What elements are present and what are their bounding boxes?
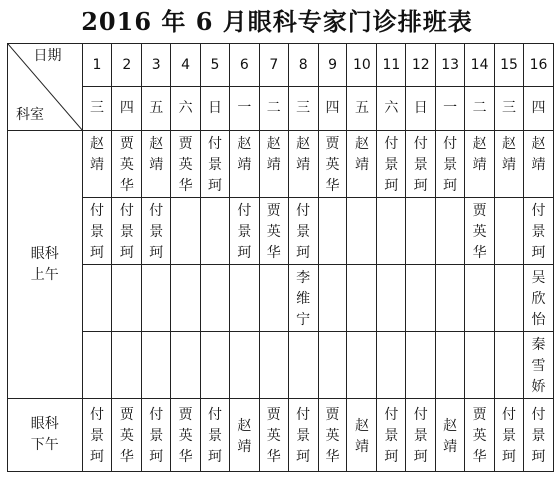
schedule-cell — [82, 332, 112, 399]
schedule-cell — [436, 399, 465, 472]
schedule-cell — [377, 198, 406, 265]
schedule-cell — [406, 198, 436, 265]
name-text: 付 景 珂 — [413, 136, 428, 194]
schedule-cell — [377, 131, 406, 198]
schedule-cell — [495, 131, 524, 198]
schedule-cell — [112, 265, 142, 332]
name-text: 付 景 珂 — [443, 136, 458, 194]
schedule-cell — [229, 332, 259, 399]
name-text: 秦 雪 娇 — [531, 337, 546, 395]
name-text: 赵 靖 — [266, 136, 281, 173]
schedule-cell — [112, 198, 142, 265]
schedule-cell — [229, 131, 259, 198]
name-text: 贾 英 华 — [119, 136, 134, 194]
dept-label-line: 上午 — [30, 266, 59, 283]
name-text: 赵 靖 — [237, 136, 252, 173]
weekday-cell: 四 — [523, 87, 553, 131]
schedule-cell — [465, 399, 495, 472]
schedule-cell — [377, 332, 406, 399]
weekday-cell: 一 — [436, 87, 465, 131]
name-text: 付 景 珂 — [384, 407, 399, 465]
schedule-cell — [318, 332, 347, 399]
name-text: 贾 英 华 — [472, 407, 487, 465]
schedule-cell — [112, 131, 142, 198]
schedule-cell — [495, 265, 524, 332]
schedule-cell — [229, 265, 259, 332]
am-row — [8, 265, 554, 332]
name-text: 李 维 宁 — [296, 270, 311, 328]
weekday-cell: 六 — [171, 87, 201, 131]
schedule-cell — [259, 399, 288, 472]
weekday-cell: 二 — [259, 87, 288, 131]
schedule-cell — [288, 399, 318, 472]
weekday-cell: 六 — [377, 87, 406, 131]
day-number-cell: 2 — [112, 44, 142, 87]
day-number-cell: 1 — [82, 44, 112, 87]
schedule-cell — [82, 131, 112, 198]
schedule-cell — [171, 131, 201, 198]
schedule-cell — [377, 265, 406, 332]
schedule-cell — [288, 198, 318, 265]
pm-row — [8, 399, 554, 472]
schedule-cell — [318, 399, 347, 472]
name-text: 贾 英 华 — [266, 407, 281, 465]
name-text: 付 景 珂 — [89, 407, 104, 465]
name-text: 付 景 珂 — [531, 407, 546, 465]
day-number-cell: 12 — [406, 44, 436, 87]
schedule-cell — [259, 265, 288, 332]
name-text: 贾 英 华 — [178, 407, 193, 465]
schedule-cell — [318, 198, 347, 265]
schedule-cell — [201, 131, 230, 198]
schedule-cell — [142, 265, 171, 332]
name-text: 赵 靖 — [443, 417, 458, 455]
schedule-cell — [347, 332, 377, 399]
schedule-cell — [318, 265, 347, 332]
name-text: 赵 靖 — [237, 417, 252, 455]
schedule-cell — [465, 332, 495, 399]
schedule-cell — [347, 399, 377, 472]
schedule-cell — [406, 131, 436, 198]
weekday-cell: 一 — [229, 87, 259, 131]
name-text: 赵 靖 — [531, 136, 546, 173]
schedule-cell — [82, 198, 112, 265]
day-number-cell: 10 — [347, 44, 377, 87]
dept-label-line: 眼科 — [30, 245, 59, 262]
name-text: 付 景 珂 — [296, 203, 311, 261]
day-number-cell: 16 — [523, 44, 553, 87]
schedule-cell — [523, 332, 553, 399]
schedule-cell — [436, 332, 465, 399]
schedule-cell — [201, 399, 230, 472]
schedule-cell — [436, 198, 465, 265]
schedule-cell — [465, 198, 495, 265]
schedule-cell — [259, 332, 288, 399]
schedule-cell — [171, 265, 201, 332]
day-number-cell: 7 — [259, 44, 288, 87]
name-text: 付 景 珂 — [208, 407, 222, 465]
weekday-cell: 五 — [347, 87, 377, 131]
dept-label-pm — [8, 399, 83, 472]
weekday-cell: 三 — [288, 87, 318, 131]
weekday-cell: 三 — [495, 87, 524, 131]
weekday-cell: 日 — [201, 87, 230, 131]
schedule-cell — [465, 131, 495, 198]
schedule-cell — [201, 198, 230, 265]
schedule-cell — [288, 265, 318, 332]
name-text: 付 景 珂 — [208, 136, 222, 194]
name-text: 赵 靖 — [149, 136, 164, 173]
schedule-cell — [171, 399, 201, 472]
name-text: 贾 英 华 — [119, 407, 134, 465]
dept-label-am — [8, 131, 83, 399]
schedule-cell — [377, 399, 406, 472]
am-row — [8, 198, 554, 265]
day-number-cell: 4 — [171, 44, 201, 87]
day-number-cell: 3 — [142, 44, 171, 87]
date-header-label: 日期 — [33, 48, 62, 64]
schedule-cell — [523, 198, 553, 265]
schedule-cell — [523, 399, 553, 472]
name-text: 赵 靖 — [354, 136, 369, 173]
name-text: 付 景 珂 — [89, 203, 104, 261]
day-number-cell: 8 — [288, 44, 318, 87]
dept-label-line: 下午 — [30, 437, 59, 453]
name-text: 付 景 珂 — [384, 136, 399, 194]
schedule-cell — [201, 332, 230, 399]
name-text: 赵 靖 — [354, 417, 369, 455]
schedule-cell — [229, 198, 259, 265]
schedule-cell — [259, 198, 288, 265]
day-number-cell: 11 — [377, 44, 406, 87]
schedule-cell — [523, 265, 553, 332]
name-text: 付 景 珂 — [237, 203, 252, 261]
name-text: 赵 靖 — [472, 136, 487, 173]
name-text: 贾 英 华 — [178, 136, 193, 194]
name-text: 贾 英 华 — [472, 203, 487, 261]
day-number-cell: 13 — [436, 44, 465, 87]
dept-header-label: 科室 — [16, 107, 44, 123]
schedule-cell — [347, 265, 377, 332]
schedule-cell — [436, 131, 465, 198]
weekday-row — [8, 87, 554, 131]
schedule-cell — [142, 332, 171, 399]
schedule-cell — [495, 332, 524, 399]
schedule-cell — [112, 399, 142, 472]
weekday-cell: 二 — [465, 87, 495, 131]
weekday-cell: 四 — [318, 87, 347, 131]
weekday-cell: 五 — [142, 87, 171, 131]
name-text: 贾 英 华 — [266, 203, 281, 261]
name-text: 赵 靖 — [502, 136, 516, 173]
page-title: 2016 年 6 月眼科专家门诊排班表 — [81, 7, 473, 36]
name-text: 贾 英 华 — [325, 407, 340, 465]
name-text: 赵 靖 — [89, 136, 104, 173]
schedule-cell — [112, 332, 142, 399]
schedule-cell — [406, 332, 436, 399]
name-text: 付 景 珂 — [531, 203, 546, 261]
schedule-cell — [288, 332, 318, 399]
name-text: 付 景 珂 — [296, 407, 311, 465]
schedule-cell — [347, 198, 377, 265]
schedule-cell — [406, 399, 436, 472]
schedule-cell — [495, 399, 524, 472]
schedule-cell — [465, 265, 495, 332]
schedule-cell — [142, 131, 171, 198]
weekday-cell: 三 — [82, 87, 112, 131]
dept-label-line: 眼科 — [30, 416, 59, 432]
schedule-cell — [259, 131, 288, 198]
schedule-cell — [201, 265, 230, 332]
name-text: 贾 英 华 — [325, 136, 340, 194]
am-row — [8, 332, 554, 399]
schedule-cell — [171, 332, 201, 399]
header-corner — [8, 44, 83, 131]
name-text: 付 景 珂 — [149, 203, 164, 261]
schedule-cell — [436, 265, 465, 332]
am-row — [8, 131, 554, 198]
schedule-cell — [142, 399, 171, 472]
weekday-cell: 四 — [112, 87, 142, 131]
schedule-cell — [288, 131, 318, 198]
schedule-table — [7, 43, 554, 472]
name-text: 付 景 珂 — [149, 407, 164, 465]
schedule-cell — [523, 131, 553, 198]
name-text: 付 景 珂 — [502, 407, 516, 465]
schedule-cell — [495, 198, 524, 265]
name-text: 付 景 珂 — [119, 203, 134, 261]
schedule-body — [8, 44, 554, 472]
name-text: 付 景 珂 — [413, 407, 428, 465]
schedule-cell — [229, 399, 259, 472]
day-number-cell: 9 — [318, 44, 347, 87]
schedule-cell — [406, 265, 436, 332]
weekday-cell: 日 — [406, 87, 436, 131]
schedule-cell — [347, 131, 377, 198]
schedule-cell — [142, 198, 171, 265]
day-number-cell: 5 — [201, 44, 230, 87]
day-number-cell: 14 — [465, 44, 495, 87]
day-number-row — [8, 44, 554, 87]
schedule-cell — [318, 131, 347, 198]
day-number-cell: 15 — [495, 44, 524, 87]
day-number-cell: 6 — [229, 44, 259, 87]
schedule-cell — [82, 265, 112, 332]
schedule-cell — [171, 198, 201, 265]
name-text: 吴 欣 怡 — [531, 270, 546, 328]
name-text: 赵 靖 — [296, 136, 311, 173]
schedule-cell — [82, 399, 112, 472]
